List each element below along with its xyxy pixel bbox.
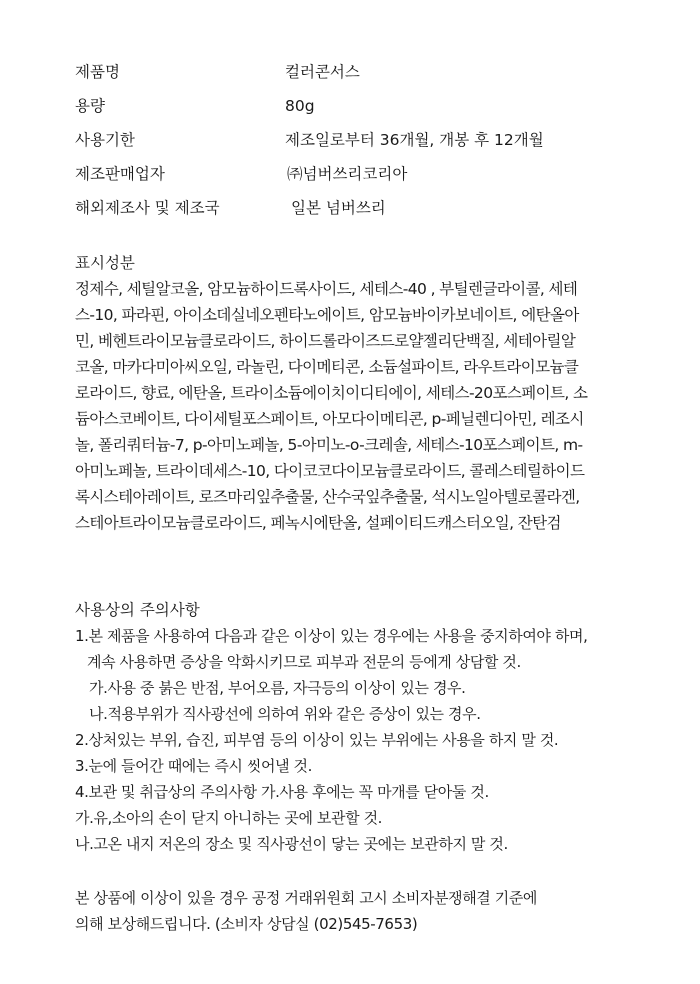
ingredient-line: 놀, 폴리쿼터늄-7, p-아미노페놀, 5-아미노-o-크레솔, 세테스-10포스페이트, m- (75, 436, 583, 454)
ingredient-line: 듐아스코베이트, 다이세틸포스페이트, 아모다이메티콘, p-페닐렌디아민, 레조시 (75, 410, 584, 428)
ingredient-line: 정제수, 세틸알코올, 암모늄하이드록사이드, 세테스-40 , 부틸렌글라이콜, 세테 (75, 280, 578, 298)
manufacturer-label: 제조판매업자 (75, 165, 165, 183)
capacity-row (75, 94, 635, 128)
overseas-manufacturer-value: 일본 넘버쓰리 (291, 199, 386, 217)
product-info-table (75, 60, 635, 230)
ingredient-line: 스테아트라이모늄클로라이드, 페녹시에탄올, 설페이티드캐스터오일, 잔탄검 (75, 514, 561, 532)
ingredients-section (75, 250, 665, 536)
ingredient-line: 록시스테아레이트, 로즈마리잎추출물, 산수국잎추출물, 석시노일아텔로콜라겐, (75, 488, 580, 506)
notice-line: 의해 보상해드립니다. (소비자 상담실 (02)545-7653) (75, 915, 418, 933)
ingredient-line: 코올, 마카다미아씨오일, 라놀린, 다이메티콘, 소듐설파이트, 라우트라이모늄클 (75, 358, 579, 376)
ingredient-line: 로라이드, 향료, 에탄올, 트라이소듐에이치이디티에이, 세테스-20포스페이트, 소 (75, 384, 588, 402)
expiry-row (75, 128, 635, 162)
overseas-manufacturer-label: 해외제조사 및 제조국 (75, 199, 220, 217)
capacity-value: 80g (285, 97, 315, 115)
expiry-value: 제조일로부터 36개월, 개봉 후 12개월 (285, 131, 544, 149)
notice-line: 본 상품에 이상이 있을 경우 공정 거래위원회 고시 소비자분쟁해결 기준에 (75, 889, 538, 907)
caution-line: 나.고온 내지 저온의 장소 및 직사광선이 닿는 곳에는 보관하지 말 것. (75, 835, 508, 853)
compensation-notice (75, 885, 675, 937)
ingredients-title: 표시성분 (75, 254, 135, 272)
cautions-title: 사용상의 주의사항 (75, 601, 200, 619)
caution-line: 가.사용 중 붉은 반점, 부어오름, 자극등의 이상이 있는 경우. (89, 679, 466, 697)
ingredient-line: 스-10, 파라핀, 아이소데실네오펜타노에이트, 암모늄바이카보네이트, 에탄올아 (75, 306, 579, 324)
caution-line: 계속 사용하면 증상을 악화시키므로 피부과 전문의 등에게 상담할 것. (87, 653, 521, 671)
ingredient-line: 아미노페놀, 트라이데세스-10, 다이코코다이모늄클로라이드, 콜레스테릴하이드 (75, 462, 585, 480)
caution-line: 2.상처있는 부위, 습진, 피부염 등의 이상이 있는 부위에는 사용을 하지 말 것. (75, 731, 559, 749)
product-name-value: 컬러콘서스 (285, 63, 360, 81)
product-name-label: 제품명 (75, 63, 120, 81)
overseas-manufacturer-row (75, 196, 635, 230)
ingredient-line: 민, 베헨트라이모늄클로라이드, 하이드롤라이즈드로얄젤리단백질, 세테아릴알 (75, 332, 576, 350)
caution-line: 1.본 제품을 사용하여 다음과 같은 이상이 있는 경우에는 사용을 중지하여야 하며, (75, 627, 588, 645)
caution-line: 나.적용부위가 직사광선에 의하여 위와 같은 증상이 있는 경우. (89, 705, 481, 723)
capacity-label: 용량 (75, 97, 105, 115)
caution-line: 4.보관 및 취급상의 주의사항 가.사용 후에는 꼭 마개를 닫아둘 것. (75, 783, 489, 801)
caution-line: 가.유,소아의 손이 닫지 아니하는 곳에 보관할 것. (75, 809, 383, 827)
manufacturer-row (75, 162, 635, 196)
expiry-label: 사용기한 (75, 131, 135, 149)
product-name-row (75, 60, 635, 94)
caution-line: 3.눈에 들어간 때에는 즉시 씻어낼 것. (75, 757, 312, 775)
cautions-section (75, 597, 675, 857)
manufacturer-value: ㈜넘버쓰리코리아 (287, 165, 408, 183)
